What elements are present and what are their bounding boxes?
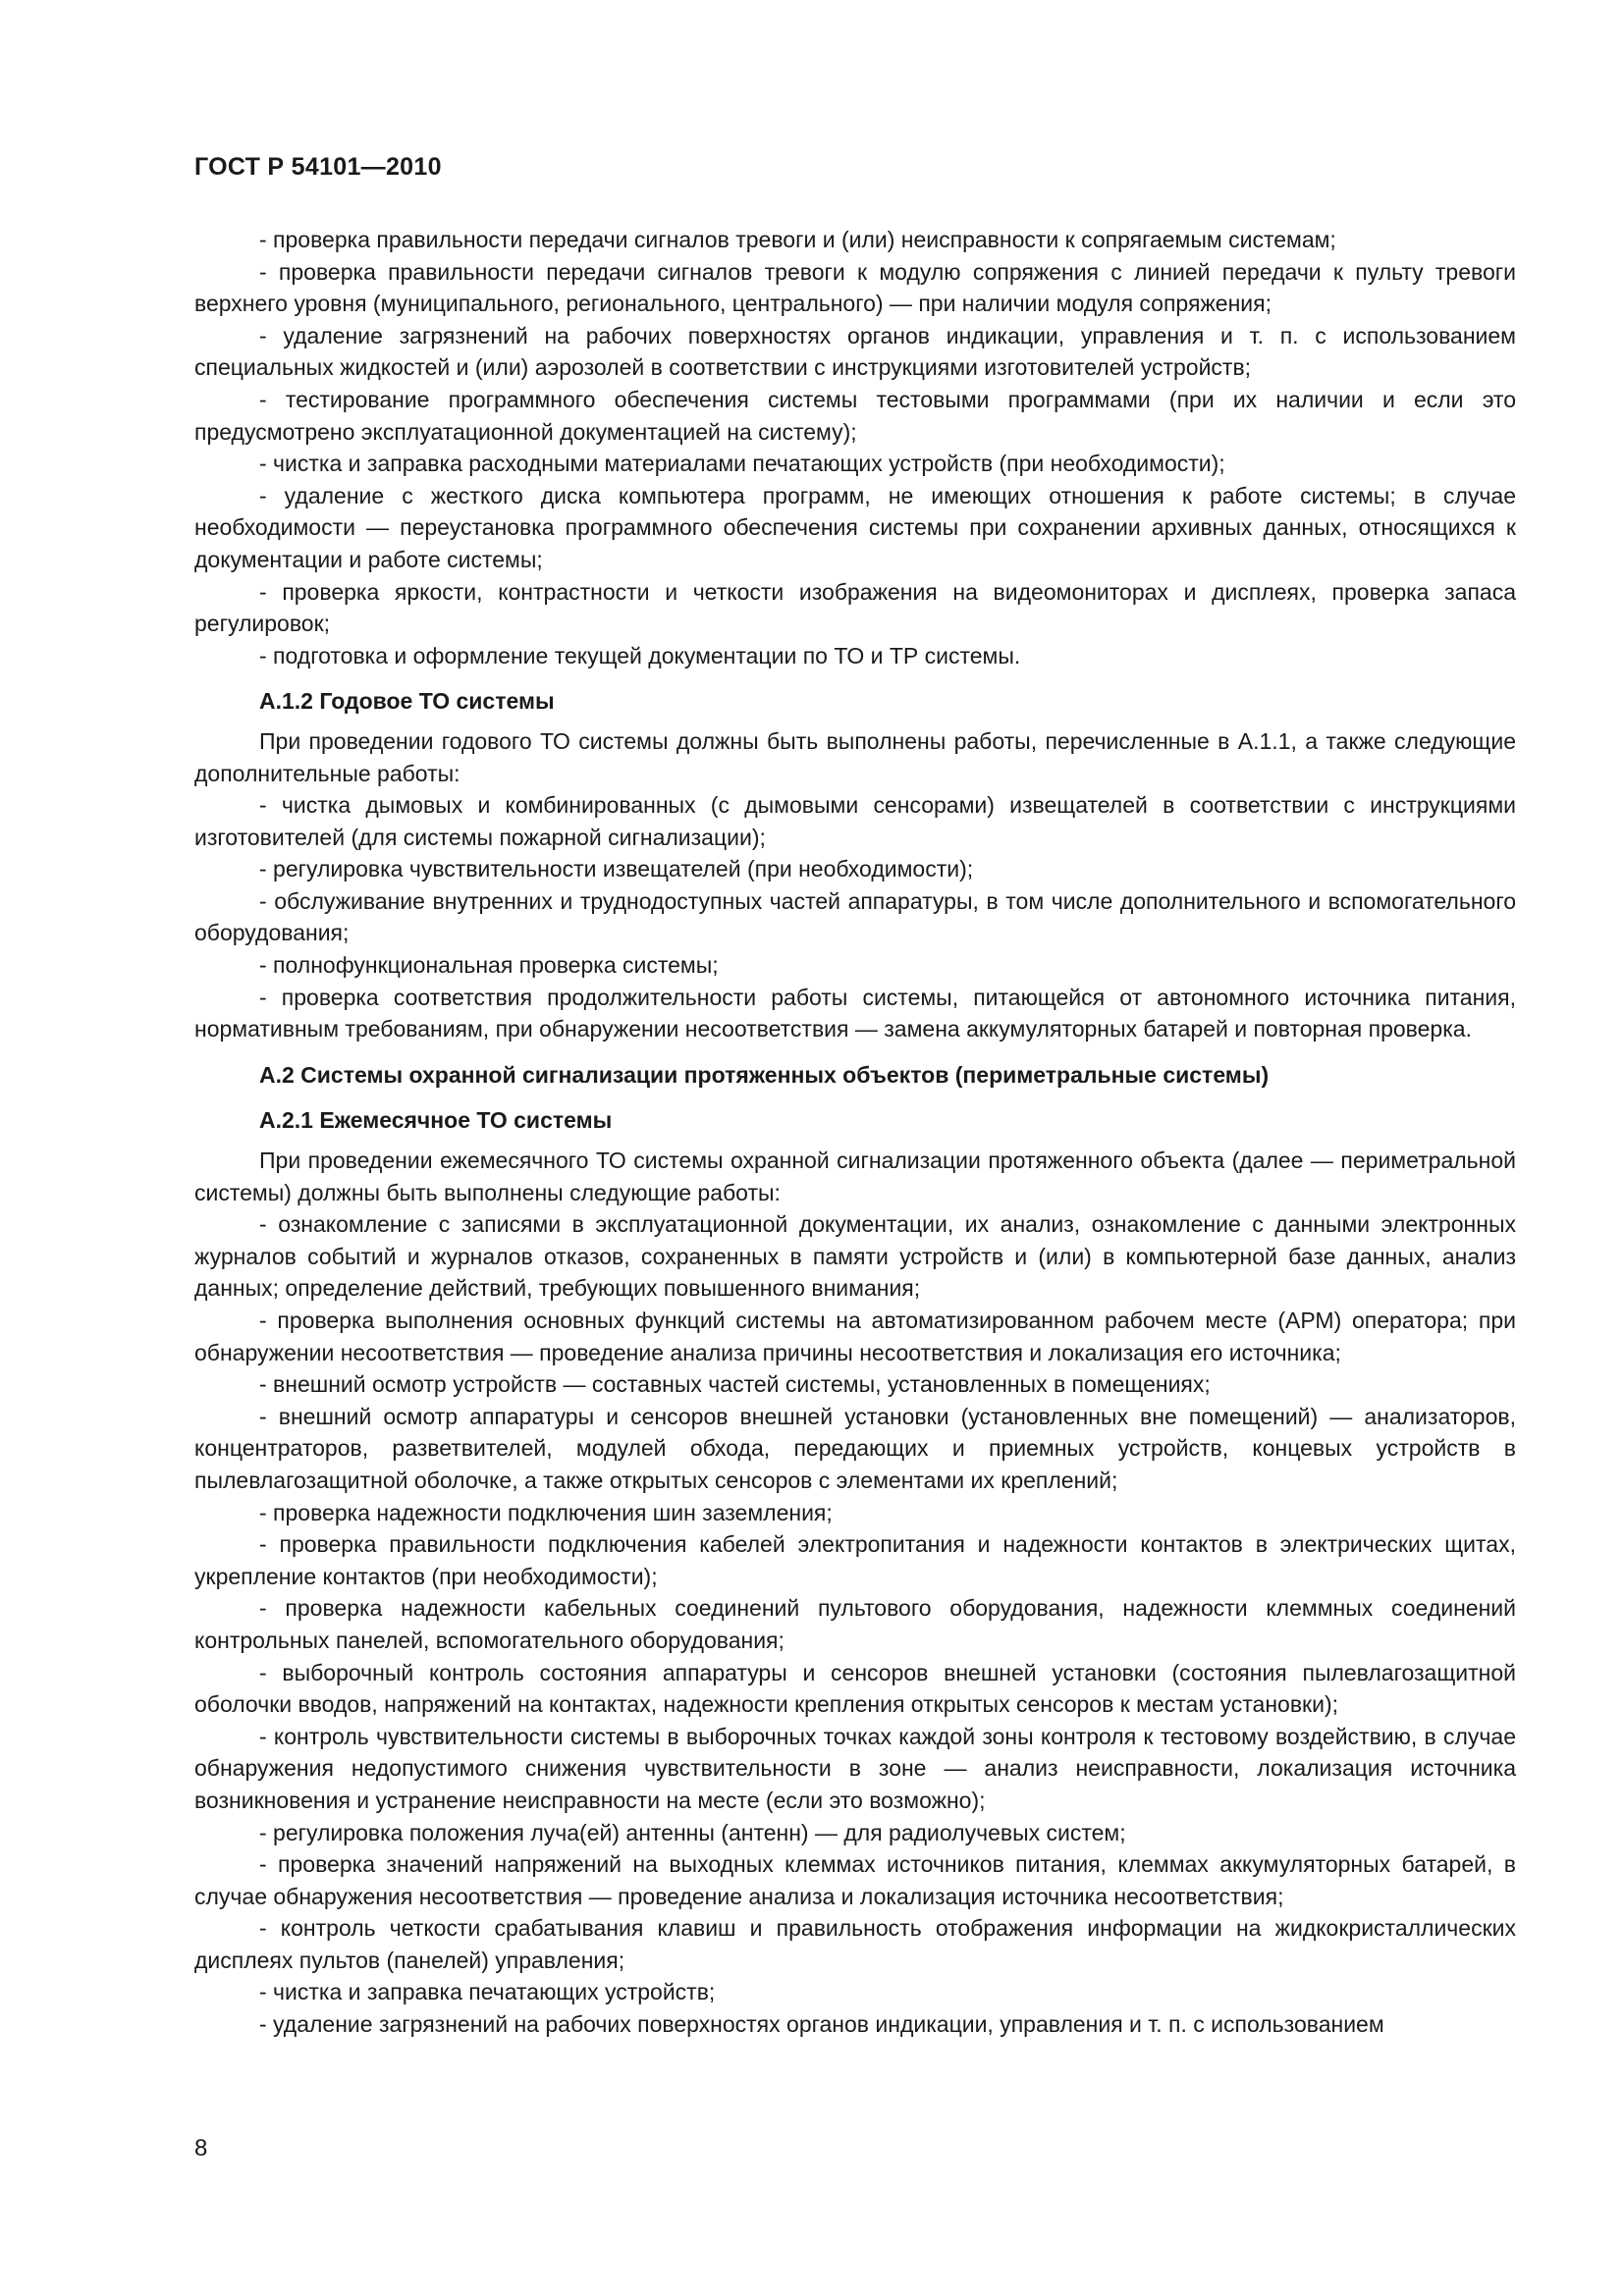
paragraph: - полнофункциональная проверка системы; bbox=[259, 952, 719, 979]
paragraph: При проведении ежемесячного ТО системы охранной сигнализации протяженного объекта (далее — периметральной системы) должны быть выполнены следующие работы: bbox=[194, 1148, 1516, 1205]
page-number: 8 bbox=[194, 2135, 208, 2162]
paragraph: - ознакомление с записями в эксплуатационной документации, их анализ, ознакомление с данными электронных журналов событий и журналов отказов, сохраненных в памяти устройств и (или) в компьютерной базе данных, анализ данных; определение действий, требующих повышенного внимания; bbox=[194, 1211, 1516, 1302]
paragraph: - проверка соответствия продолжительности работы системы, питающейся от автономного источника питания, нормативным требованиям, при обнаружении несоответствия — замена аккумуляторных батарей и повторная проверка. bbox=[194, 984, 1516, 1042]
paragraph: - чистка дымовых и комбинированных (с дымовыми сенсорами) извещателей в соответствии с инструкциями изготовителей (для системы пожарной сигнализации); bbox=[194, 792, 1516, 850]
paragraph: - регулировка чувствительности извещателей (при необходимости); bbox=[259, 856, 974, 882]
paragraph: - проверка правильности подключения кабелей электропитания и надежности контактов в электрических щитах, укрепление контактов (при необходимости); bbox=[194, 1531, 1516, 1589]
paragraph: - проверка надежности подключения шин заземления; bbox=[259, 1499, 833, 1525]
paragraph: - подготовка и оформление текущей документации по ТО и ТР системы. bbox=[259, 642, 1021, 668]
paragraph: - чистка и заправка печатающих устройств; bbox=[259, 1979, 716, 2005]
paragraph: - проверка правильности передачи сигналов тревоги к модулю сопряжения с линией передачи к пульту тревоги верхнего уровня (муниципального, регионального, центрального) — при наличии модуля сопряжения; bbox=[194, 258, 1516, 317]
section-heading: А.2.1 Ежемесячное ТО системы bbox=[259, 1107, 613, 1134]
paragraph: - проверка яркости, контрастности и четкости изображения на видеомониторах и дисплеях, проверка запаса регулировок; bbox=[194, 578, 1516, 637]
paragraph: - внешний осмотр устройств — составных частей системы, установленных в помещениях; bbox=[259, 1371, 1211, 1398]
paragraph: - проверка правильности передачи сигналов тревоги и (или) неисправности к сопрягаемым системам; bbox=[259, 227, 1336, 252]
paragraph: - регулировка положения луча(ей) антенны (антенн) — для радиолучевых систем; bbox=[259, 1819, 1126, 1845]
paragraph: - проверка значений напряжений на выходных клеммах источников питания, клеммах аккумуляторных батарей, в случае обнаружения несоответствия — проведение анализа и локализация источника несоответствия; bbox=[194, 1851, 1516, 1909]
paragraph: - выборочный контроль состояния аппаратуры и сенсоров внешней установки (состояния пылевлагозащитной оболочки вводов, напряжений на контактах, надежности крепления открытых сенсоров к местам установки); bbox=[194, 1659, 1516, 1718]
document-header: ГОСТ Р 54101—2010 bbox=[194, 153, 442, 181]
paragraph: - внешний осмотр аппаратуры и сенсоров внешней установки (установленных вне помещений) — анализаторов, концентраторов, разветвителей, модулей обхода, передающих и приемных устройств, концевых устройств в пылевлагозащитной оболочке, а также открытых сенсоров с элементами их креплений; bbox=[194, 1403, 1516, 1493]
section-heading: А.2 Системы охранной сигнализации протяженных объектов (периметральные системы) bbox=[259, 1061, 1270, 1088]
paragraph: - удаление загрязнений на рабочих поверхностях органов индикации, управления и т. п. с использованием bbox=[259, 2011, 1384, 2038]
paragraph: При проведении годового ТО системы должны быть выполнены работы, перечисленные в А.1.1, а также следующие дополнительные работы: bbox=[194, 727, 1516, 786]
paragraph: - удаление загрязнений на рабочих поверхностях органов индикации, управления и т. п. с использованием специальных жидкостей и (или) аэрозолей в соответствии с инструкциями изготовителей устройств; bbox=[194, 322, 1516, 381]
paragraph: - проверка надежности кабельных соединений пультового оборудования, надежности клеммных соединений контрольных панелей, вспомогательного оборудования; bbox=[194, 1595, 1516, 1653]
paragraph: - контроль четкости срабатывания клавиш и правильность отображения информации на жидкокристаллических дисплеях пультов (панелей) управления; bbox=[194, 1915, 1516, 1973]
paragraph: - проверка выполнения основных функций системы на автоматизированном рабочем месте (АРМ) оператора; при обнаружении несоответствия — проведение анализа причины несоответствия и локализация его источника; bbox=[194, 1308, 1516, 1365]
paragraph: - обслуживание внутренних и труднодоступных частей аппаратуры, в том числе дополнительного и вспомогательного оборудования; bbox=[194, 887, 1516, 946]
paragraph: - удаление с жесткого диска компьютера программ, не имеющих отношения к работе системы; в случае необходимости — переустановка программного обеспечения системы при сохранении архивных данных, относящихся к документации и работе системы; bbox=[194, 482, 1516, 572]
document-body bbox=[194, 224, 1516, 2041]
paragraph: - тестирование программного обеспечения системы тестовыми программами (при их наличии и если это предусмотрено эксплуатационной документацией на систему); bbox=[194, 386, 1516, 445]
paragraph: - контроль чувствительности системы в выборочных точках каждой зоны контроля к тестовому воздействию, в случае обнаружения недопустимого снижения чувствительности в зоне — анализ неисправности, локализация источника возникновения и устранение неисправности на месте (если это возможно); bbox=[194, 1723, 1516, 1813]
section-heading: А.1.2 Годовое ТО системы bbox=[259, 688, 555, 715]
paragraph: - чистка и заправка расходными материалами печатающих устройств (при необходимости); bbox=[259, 451, 1225, 477]
